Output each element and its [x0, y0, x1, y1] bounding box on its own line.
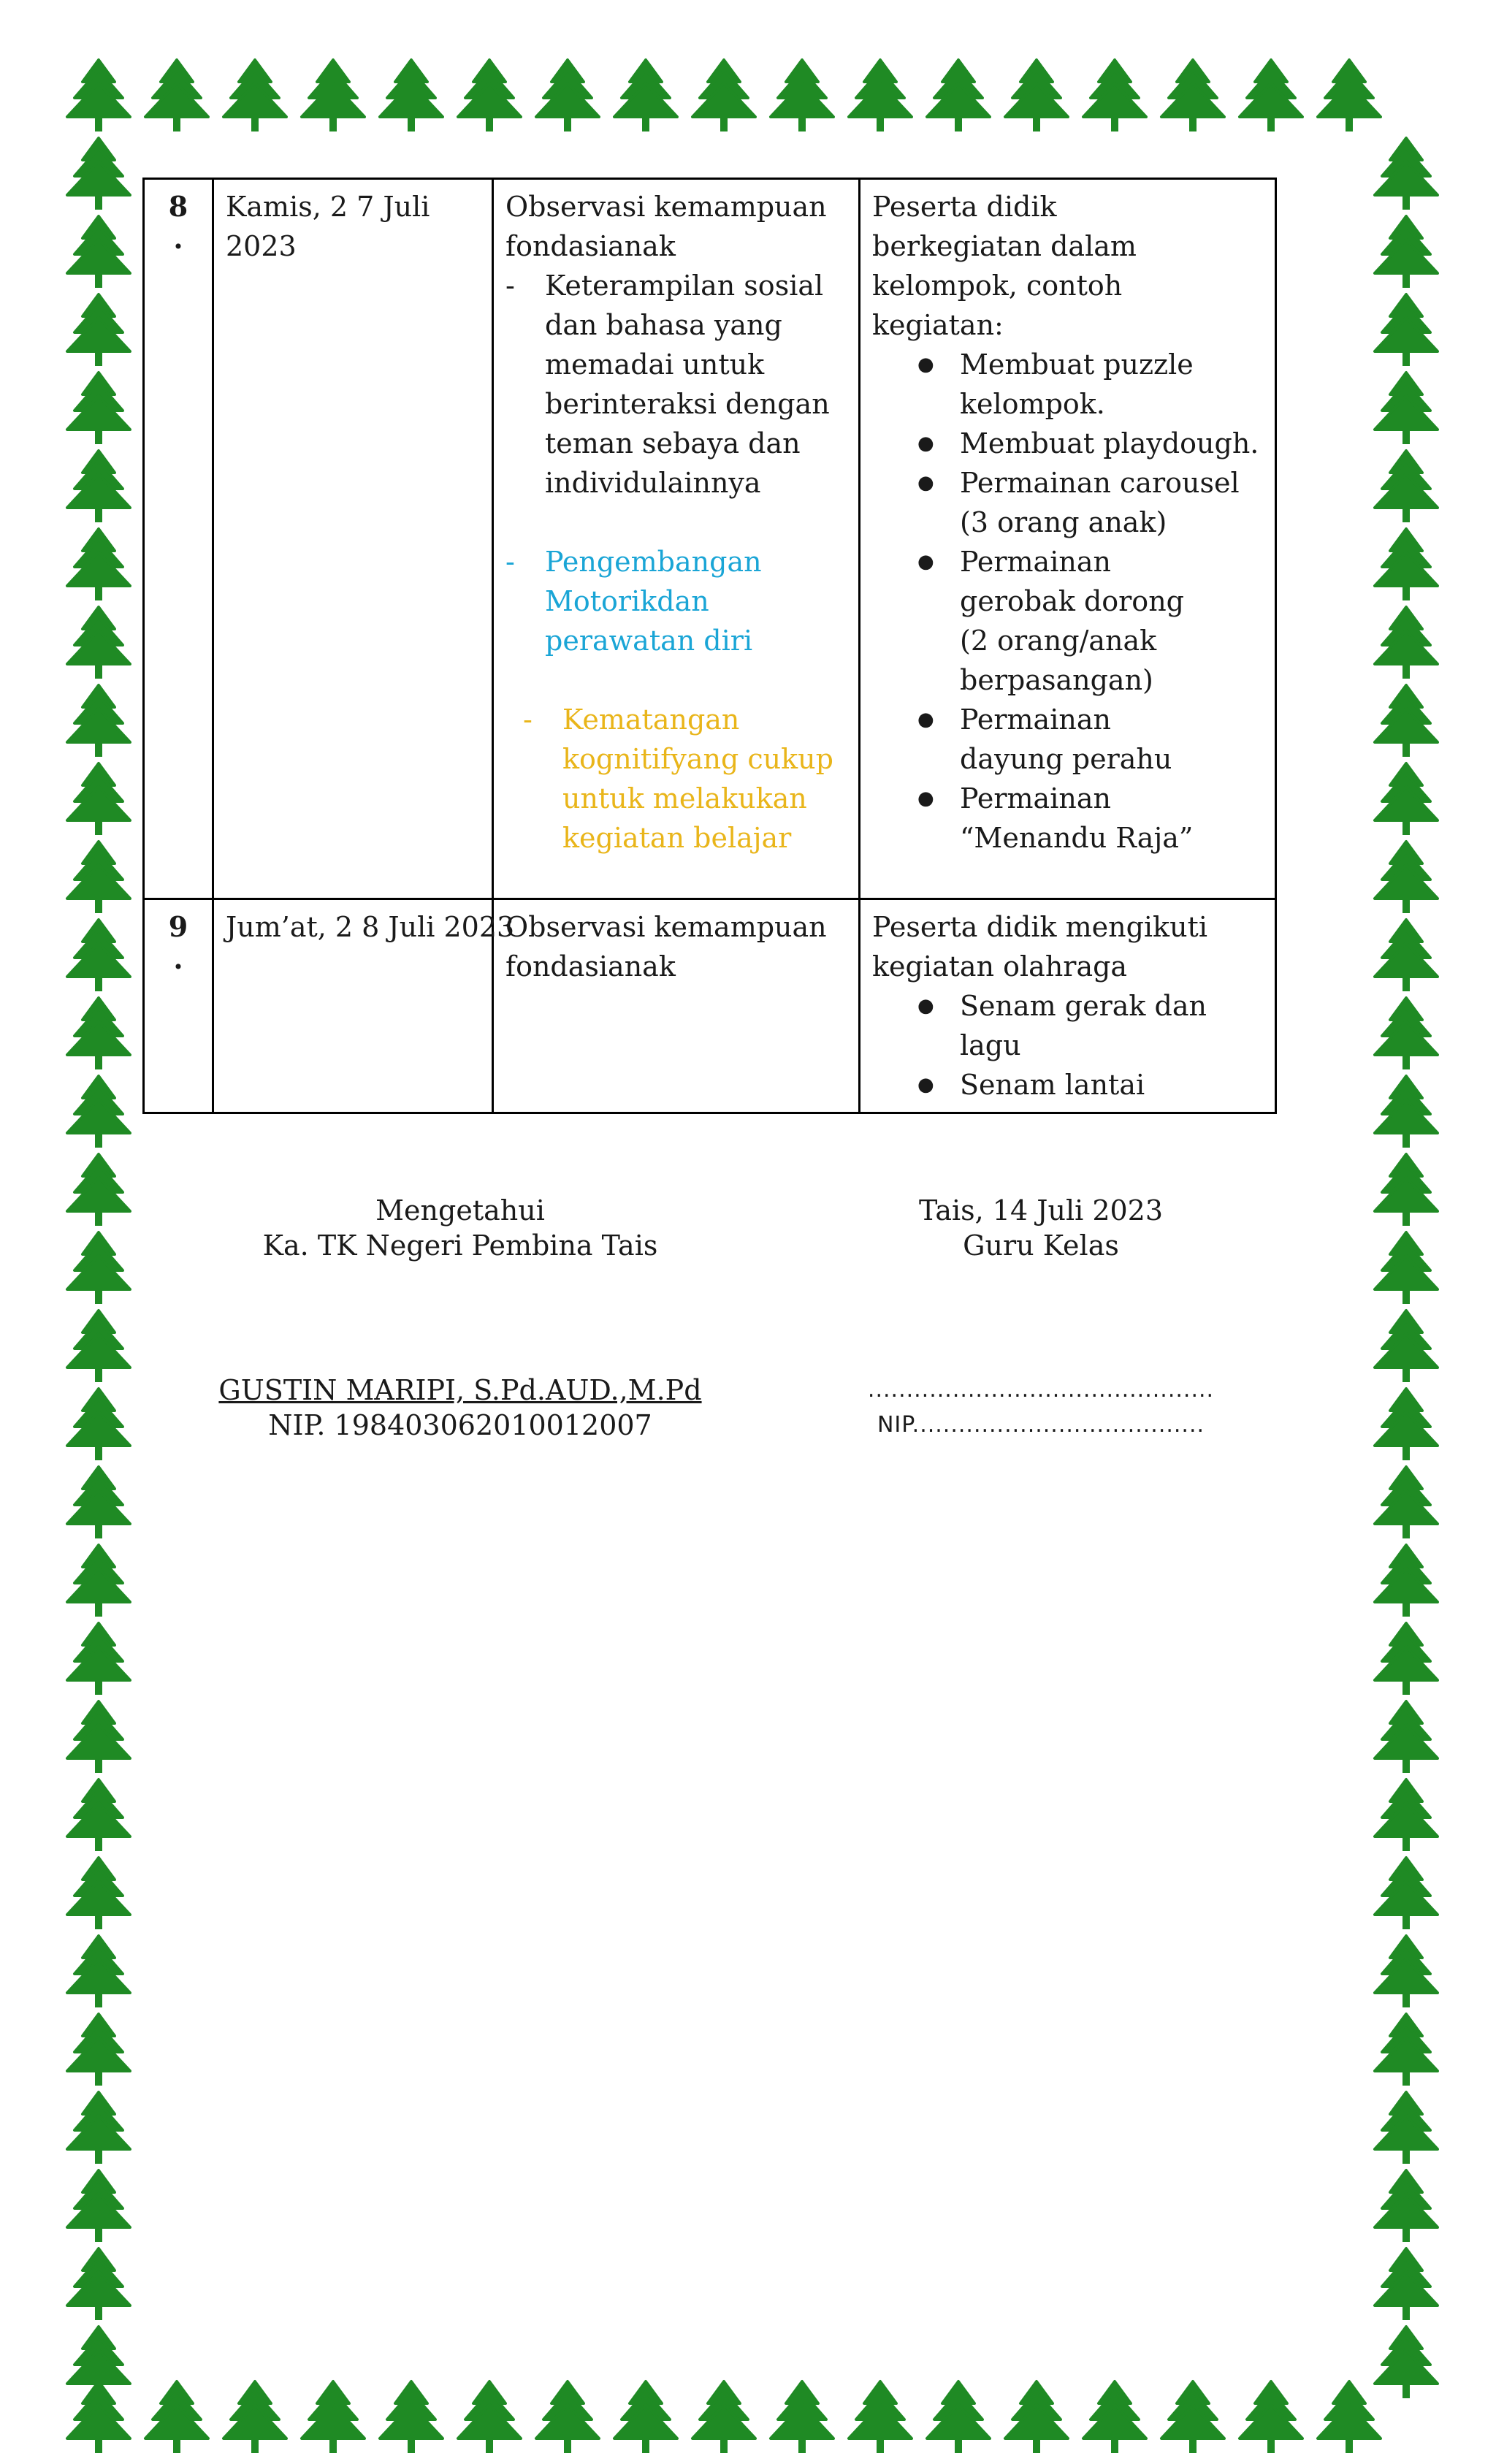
pine-tree-icon	[1375, 373, 1438, 444]
pine-tree-icon	[1240, 60, 1302, 131]
pine-tree-icon	[1240, 2381, 1302, 2453]
pine-tree-icon	[67, 1545, 130, 1617]
pine-tree-icon	[67, 373, 130, 444]
pine-tree-icon	[1318, 60, 1381, 131]
pine-tree-icon	[1318, 2381, 1381, 2453]
row-number	[144, 179, 213, 899]
pine-tree-icon	[67, 1154, 130, 1226]
pine-tree-icon	[1375, 1311, 1438, 1382]
list-item: ● Permainan “Menandu Raja”	[872, 779, 1263, 858]
pine-tree-icon	[771, 60, 833, 131]
pine-tree-icon	[1375, 294, 1438, 366]
pine-tree-icon	[67, 2092, 130, 2164]
pine-tree-icon	[1083, 60, 1146, 131]
pine-tree-icon	[67, 451, 130, 522]
day-cell: Kamis, 2 7 Juli 2023	[213, 179, 493, 899]
pine-tree-icon	[1375, 216, 1438, 288]
principal-name: GUSTIN MARIPI, S.Pd.AUD.,M.Pd	[218, 1374, 702, 1406]
pine-tree-icon	[67, 607, 130, 679]
acknowledge-label: Mengetahui	[375, 1194, 545, 1227]
pine-tree-icon	[458, 60, 521, 131]
pine-tree-icon	[1375, 2170, 1438, 2242]
pine-tree-icon	[67, 1311, 130, 1382]
pine-tree-icon	[1375, 1780, 1438, 1851]
list-item: ● Senam lantai	[872, 1065, 1263, 1105]
row-number-dot: .	[173, 222, 183, 255]
activity-list	[872, 345, 1263, 858]
activity-cell	[860, 179, 1276, 899]
pine-tree-icon	[771, 2381, 833, 2453]
pine-tree-icon	[536, 2381, 599, 2453]
observation-item: - Keterampilan sosial dan bahasa yang memadai untuk berinteraksi dengan teman sebaya dan individulainnya	[505, 266, 847, 503]
activity-table	[142, 178, 1277, 1114]
pine-tree-icon	[67, 920, 130, 991]
list-item: ● Permainan dayung perahu	[872, 700, 1263, 779]
list-item: ● Membuat playdough.	[872, 424, 1263, 463]
pine-tree-icon	[536, 60, 599, 131]
pine-tree-icon	[1375, 1232, 1438, 1304]
table-row	[144, 899, 1276, 1113]
pine-tree-icon	[67, 685, 130, 757]
pine-tree-icon	[67, 1076, 130, 1148]
pine-tree-icon	[67, 1701, 130, 1773]
pine-tree-icon	[614, 2381, 677, 2453]
pine-tree-icon	[692, 60, 755, 131]
row-number-value: 8	[168, 190, 188, 223]
pine-tree-icon	[67, 529, 130, 600]
pine-tree-icon	[67, 138, 130, 210]
teacher-title: Guru Kelas	[963, 1229, 1119, 1262]
activity-list	[872, 986, 1263, 1105]
pine-tree-icon	[1375, 607, 1438, 679]
pine-tree-icon	[1375, 763, 1438, 835]
pine-tree-icon	[1005, 60, 1068, 131]
pine-tree-icon	[1005, 2381, 1068, 2453]
observation-cell	[493, 179, 860, 899]
pine-tree-icon	[458, 2381, 521, 2453]
pine-tree-icon	[145, 60, 208, 131]
pine-tree-icon	[145, 2381, 208, 2453]
observation-title: Observasi kemampuan fondasianak	[505, 191, 827, 262]
pine-tree-icon	[1375, 1154, 1438, 1226]
list-item: ● Membuat puzzle kelompok.	[872, 345, 1263, 424]
teacher-nip: NIP......................................	[877, 1412, 1205, 1438]
activity-cell	[860, 899, 1276, 1113]
pine-tree-icon	[1375, 1623, 1438, 1695]
pine-tree-icon	[67, 763, 130, 835]
pine-tree-icon	[1375, 1076, 1438, 1148]
pine-tree-icon	[67, 2249, 130, 2320]
pine-tree-icon	[67, 1858, 130, 1929]
pine-tree-icon	[1375, 842, 1438, 913]
pine-tree-icon	[67, 842, 130, 913]
pine-tree-icon	[1375, 1545, 1438, 1617]
pine-tree-icon	[1375, 685, 1438, 757]
table-row	[144, 179, 1276, 899]
pine-tree-icon	[927, 60, 990, 131]
pine-tree-icon	[67, 1780, 130, 1851]
pine-tree-icon	[1161, 60, 1224, 131]
pine-tree-icon	[1161, 2381, 1224, 2453]
pine-tree-icon	[1375, 2249, 1438, 2320]
pine-tree-icon	[1375, 138, 1438, 210]
pine-tree-icon	[849, 60, 912, 131]
pine-tree-icon	[67, 2014, 130, 2086]
pine-tree-icon	[1375, 1701, 1438, 1773]
teacher-name-blank: .............................................	[867, 1377, 1215, 1403]
activity-intro: Peserta didik mengikuti kegiatan olahraga	[872, 911, 1207, 983]
list-item: ● Permainan carousel (3 orang anak)	[872, 463, 1263, 542]
pine-tree-icon	[67, 1467, 130, 1538]
activity-intro: Peserta didik berkegiatan dalam kelompok, contoh kegiatan:	[872, 191, 1137, 341]
pine-tree-icon	[849, 2381, 912, 2453]
pine-tree-icon	[67, 216, 130, 288]
pine-tree-icon	[1375, 529, 1438, 600]
pine-tree-icon	[692, 2381, 755, 2453]
pine-tree-icon	[224, 2381, 286, 2453]
signature-block-principal	[183, 1193, 738, 1443]
pine-tree-icon	[67, 2327, 130, 2398]
day-cell: Jum’at, 2 8 Juli 2023	[213, 899, 493, 1113]
pine-tree-icon	[302, 60, 365, 131]
pine-tree-icon	[1375, 2092, 1438, 2164]
pine-tree-icon	[1083, 2381, 1146, 2453]
row-number-dot: .	[173, 942, 183, 975]
pine-tree-icon	[1375, 2327, 1438, 2398]
pine-tree-icon	[67, 1389, 130, 1460]
pine-tree-icon	[1375, 1389, 1438, 1460]
pine-tree-icon	[1375, 998, 1438, 1069]
page-content	[142, 178, 1275, 1114]
list-item: ● Permainan gerobak dorong (2 orang/anak berpasangan)	[872, 542, 1263, 700]
row-number-value: 9	[168, 910, 188, 943]
pine-tree-icon	[224, 60, 286, 131]
observation-item: - Pengembangan Motorikdan perawatan diri	[505, 542, 847, 660]
pine-tree-icon	[67, 294, 130, 366]
pine-tree-icon	[67, 1623, 130, 1695]
pine-tree-icon	[67, 2170, 130, 2242]
pine-tree-icon	[1375, 451, 1438, 522]
row-number	[144, 899, 213, 1113]
place-date: Tais, 14 Juli 2023	[918, 1194, 1164, 1227]
pine-tree-icon	[380, 2381, 443, 2453]
pine-tree-icon	[1375, 1467, 1438, 1538]
pine-tree-icon	[927, 2381, 990, 2453]
pine-tree-icon	[1375, 920, 1438, 991]
observation-title: Observasi kemampuan fondasianak	[505, 911, 827, 983]
pine-tree-icon	[67, 1232, 130, 1304]
signature-block-teacher	[763, 1193, 1318, 1443]
pine-tree-icon	[614, 60, 677, 131]
pine-tree-icon	[67, 1936, 130, 2007]
observation-item: - Kematangan kognitifyang cukup untuk melakukan kegiatan belajar	[505, 700, 847, 858]
pine-tree-icon	[67, 60, 130, 131]
pine-tree-icon	[1375, 1936, 1438, 2007]
principal-nip: NIP. 198403062010012007	[268, 1409, 652, 1441]
pine-tree-icon	[1375, 1858, 1438, 1929]
pine-tree-icon	[302, 2381, 365, 2453]
pine-tree-icon	[380, 60, 443, 131]
pine-tree-icon	[67, 998, 130, 1069]
list-item: ● Senam gerak dan lagu	[872, 986, 1263, 1065]
principal-title: Ka. TK Negeri Pembina Tais	[262, 1229, 658, 1262]
observation-cell	[493, 899, 860, 1113]
observation-list	[505, 266, 847, 858]
pine-tree-icon	[1375, 2014, 1438, 2086]
